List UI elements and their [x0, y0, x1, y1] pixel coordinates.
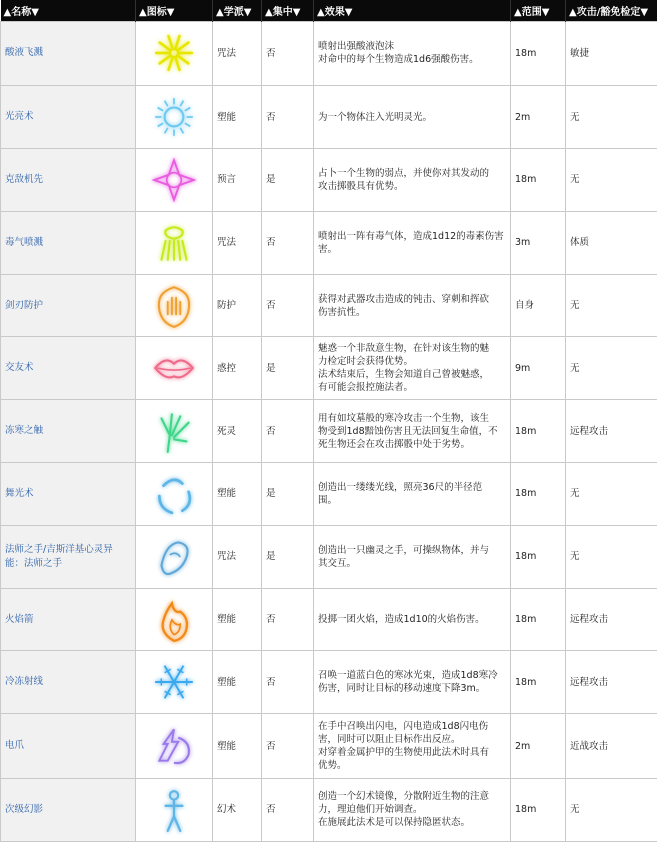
spell-name-link[interactable]: 火焰箭 [1, 588, 136, 651]
effect-line: 对穿着金属护甲的生物使用此法术时具有 [318, 746, 506, 759]
spell-name-link[interactable]: 剑刃防护 [1, 274, 136, 337]
effect-line: 对命中的每个生物造成1d6强酸伤害。 [318, 53, 506, 66]
spell-effect [314, 337, 511, 400]
spell-school: 防护 [213, 274, 262, 337]
table-row [1, 779, 657, 842]
spell-name-link[interactable]: 毒气喷溅 [1, 211, 136, 274]
spell-concentration: 否 [262, 714, 314, 779]
effect-line: 伤害抗性。 [318, 306, 506, 319]
spell-effect [314, 211, 511, 274]
spell-name-link[interactable]: 酸液飞溅 [1, 21, 136, 86]
spell-name-link[interactable]: 克敌机先 [1, 149, 136, 212]
spell-name-link[interactable]: 冷冻射线 [1, 651, 136, 714]
effect-line: 喷射出强酸液泡沫 [318, 40, 506, 53]
spell-effect [314, 525, 511, 588]
spell-icon-cell [136, 337, 213, 400]
spell-effect [314, 651, 511, 714]
blade-ward-icon [151, 283, 197, 329]
table-row [1, 337, 657, 400]
spell-name-link[interactable]: 舞光术 [1, 463, 136, 526]
spell-concentration: 否 [262, 588, 314, 651]
spell-concentration: 否 [262, 779, 314, 842]
effect-line: 其交互。 [318, 557, 506, 570]
column-header-save[interactable]: ▲攻击/豁免检定▼ [566, 0, 657, 21]
effect-line: 召唤一道蓝白色的寒冰光束，造成1d8寒冷 [318, 669, 506, 682]
ray-of-frost-icon [151, 659, 197, 705]
effect-line: 占卜一个生物的弱点，并使你对其发动的 [318, 167, 506, 180]
effect-line: 创造一个幻术镜像，分散附近生物的注意 [318, 790, 506, 803]
spell-name-link[interactable]: 交友术 [1, 337, 136, 400]
effect-line: 有可能会报控施法者。 [318, 381, 506, 394]
column-header-icon[interactable]: ▲图标▼ [136, 0, 213, 21]
chill-touch-icon [151, 408, 197, 454]
spell-save: 敏捷 [566, 21, 657, 86]
spell-effect [314, 86, 511, 149]
spell-save: 体质 [566, 211, 657, 274]
spell-icon-cell [136, 463, 213, 526]
spell-school: 塑能 [213, 651, 262, 714]
effect-line: 攻击掷骰具有优势。 [318, 180, 506, 193]
spell-icon-cell [136, 86, 213, 149]
table-row [1, 86, 657, 149]
spell-save: 无 [566, 274, 657, 337]
spell-range: 18m [511, 588, 566, 651]
effect-line: 魅惑一个非敌意生物，在针对该生物的魅 [318, 342, 506, 355]
friends-icon [151, 345, 197, 391]
spell-range: 9m [511, 337, 566, 400]
spell-concentration: 否 [262, 21, 314, 86]
spell-icon-cell [136, 714, 213, 779]
poison-spray-icon [151, 220, 197, 266]
column-header-concentration[interactable]: ▲集中▼ [262, 0, 314, 21]
spell-icon-cell [136, 588, 213, 651]
spell-effect [314, 463, 511, 526]
spell-range: 自身 [511, 274, 566, 337]
spell-school: 咒法 [213, 525, 262, 588]
spell-range: 3m [511, 211, 566, 274]
spell-effect [314, 274, 511, 337]
effect-line: 力，理迫他们开始调查。 [318, 803, 506, 816]
spell-concentration: 是 [262, 337, 314, 400]
table-row [1, 274, 657, 337]
fire-bolt-icon [151, 597, 197, 643]
effect-line: 害，同时可以阻止目标作出反应。 [318, 733, 506, 746]
spell-range: 2m [511, 86, 566, 149]
spell-name-link[interactable]: 冻寒之触 [1, 400, 136, 463]
spell-save: 无 [566, 149, 657, 212]
spell-save: 远程攻击 [566, 400, 657, 463]
spell-school: 塑能 [213, 714, 262, 779]
spell-icon-cell [136, 211, 213, 274]
effect-line: 在施展此法术是可以保持隐匿状态。 [318, 816, 506, 829]
spell-save: 无 [566, 463, 657, 526]
spell-icon-cell [136, 779, 213, 842]
spell-range: 18m [511, 525, 566, 588]
effect-line: 为一个物体注入光明灵光。 [318, 111, 506, 124]
spell-effect [314, 779, 511, 842]
table-row [1, 149, 657, 212]
light-icon [151, 94, 197, 140]
spell-icon-cell [136, 21, 213, 86]
spell-save: 近战攻击 [566, 714, 657, 779]
spell-school: 预言 [213, 149, 262, 212]
spell-range: 18m [511, 779, 566, 842]
spell-save: 远程攻击 [566, 651, 657, 714]
table-header-row [1, 0, 657, 21]
spell-save: 远程攻击 [566, 588, 657, 651]
mage-hand-icon [151, 534, 197, 580]
spell-icon-cell [136, 651, 213, 714]
spell-concentration: 否 [262, 274, 314, 337]
table-row [1, 211, 657, 274]
effect-line: 围。 [318, 494, 506, 507]
spell-save: 无 [566, 779, 657, 842]
spell-icon-cell [136, 274, 213, 337]
spell-school: 咒法 [213, 21, 262, 86]
table-row [1, 400, 657, 463]
table-row [1, 463, 657, 526]
spell-effect [314, 400, 511, 463]
spell-save: 无 [566, 337, 657, 400]
spell-name-link[interactable]: 电爪 [1, 714, 136, 779]
spell-effect [314, 588, 511, 651]
column-header-name[interactable]: ▲名称▼ [1, 0, 136, 21]
spell-concentration: 是 [262, 525, 314, 588]
table-row [1, 714, 657, 779]
spell-school: 幻术 [213, 779, 262, 842]
shocking-grasp-icon [151, 723, 197, 769]
spell-concentration: 否 [262, 86, 314, 149]
effect-line: 死生物还会在攻击掷骰中处于劣势。 [318, 438, 506, 451]
effect-line: 物受到1d8黯蚀伤害且无法回复生命值，不 [318, 425, 506, 438]
spell-effect [314, 714, 511, 779]
spell-name-link[interactable]: 法师之手/吉斯洋基心灵异能：法师之手 [1, 525, 136, 588]
spell-range: 18m [511, 21, 566, 86]
effect-line: 在手中召唤出闪电，闪电造成1d8闪电伤 [318, 720, 506, 733]
column-header-effect[interactable]: ▲效果▼ [314, 0, 511, 21]
spell-range: 18m [511, 651, 566, 714]
spell-icon-cell [136, 400, 213, 463]
spell-concentration: 是 [262, 149, 314, 212]
column-header-school[interactable]: ▲学派▼ [213, 0, 262, 21]
spell-range: 18m [511, 400, 566, 463]
table-row [1, 651, 657, 714]
spell-school: 咒法 [213, 211, 262, 274]
table-row [1, 21, 657, 86]
effect-line: 法术结束后，生物会知道自己曾被魅惑， [318, 368, 506, 381]
effect-line: 力检定时会获得优势。 [318, 355, 506, 368]
effect-line: 创造出一只幽灵之手，可操纵物体，并与 [318, 544, 506, 557]
spell-range: 2m [511, 714, 566, 779]
column-header-range[interactable]: ▲范围▼ [511, 0, 566, 21]
effect-line: 投掷一团火焰，造成1d10的火焰伤害。 [318, 613, 506, 626]
spell-save: 无 [566, 525, 657, 588]
minor-illusion-icon [151, 787, 197, 833]
true-strike-icon [151, 157, 197, 203]
spell-save: 无 [566, 86, 657, 149]
effect-line: 害。 [318, 243, 506, 256]
spell-icon-cell [136, 149, 213, 212]
effect-line: 喷射出一阵有毒气体，造成1d12的毒素伤害 [318, 230, 506, 243]
spell-concentration: 否 [262, 211, 314, 274]
effect-line: 优势。 [318, 759, 506, 772]
spell-icon-cell [136, 525, 213, 588]
spell-concentration: 是 [262, 463, 314, 526]
effect-line: 创造出一缕缕光线，照亮36尺的半径范 [318, 481, 506, 494]
spell-effect [314, 21, 511, 86]
effect-line: 伤害，同时让目标的移动速度下降3m。 [318, 682, 506, 695]
spell-school: 死灵 [213, 400, 262, 463]
spell-school: 塑能 [213, 463, 262, 526]
spell-name-link[interactable]: 光亮术 [1, 86, 136, 149]
dancing-lights-icon [151, 471, 197, 517]
table-row [1, 525, 657, 588]
spell-concentration: 否 [262, 400, 314, 463]
spell-effect [314, 149, 511, 212]
spell-school: 惑控 [213, 337, 262, 400]
spell-concentration: 否 [262, 651, 314, 714]
spell-school: 塑能 [213, 588, 262, 651]
spell-name-link[interactable]: 次级幻影 [1, 779, 136, 842]
spell-range: 18m [511, 149, 566, 212]
acid-splash-icon [151, 30, 197, 76]
effect-line: 用有如坟墓般的寒冷攻击一个生物，该生 [318, 412, 506, 425]
effect-line: 获得对武器攻击造成的钝击、穿刺和挥砍 [318, 293, 506, 306]
spell-range: 18m [511, 463, 566, 526]
spell-school: 塑能 [213, 86, 262, 149]
table-row [1, 588, 657, 651]
